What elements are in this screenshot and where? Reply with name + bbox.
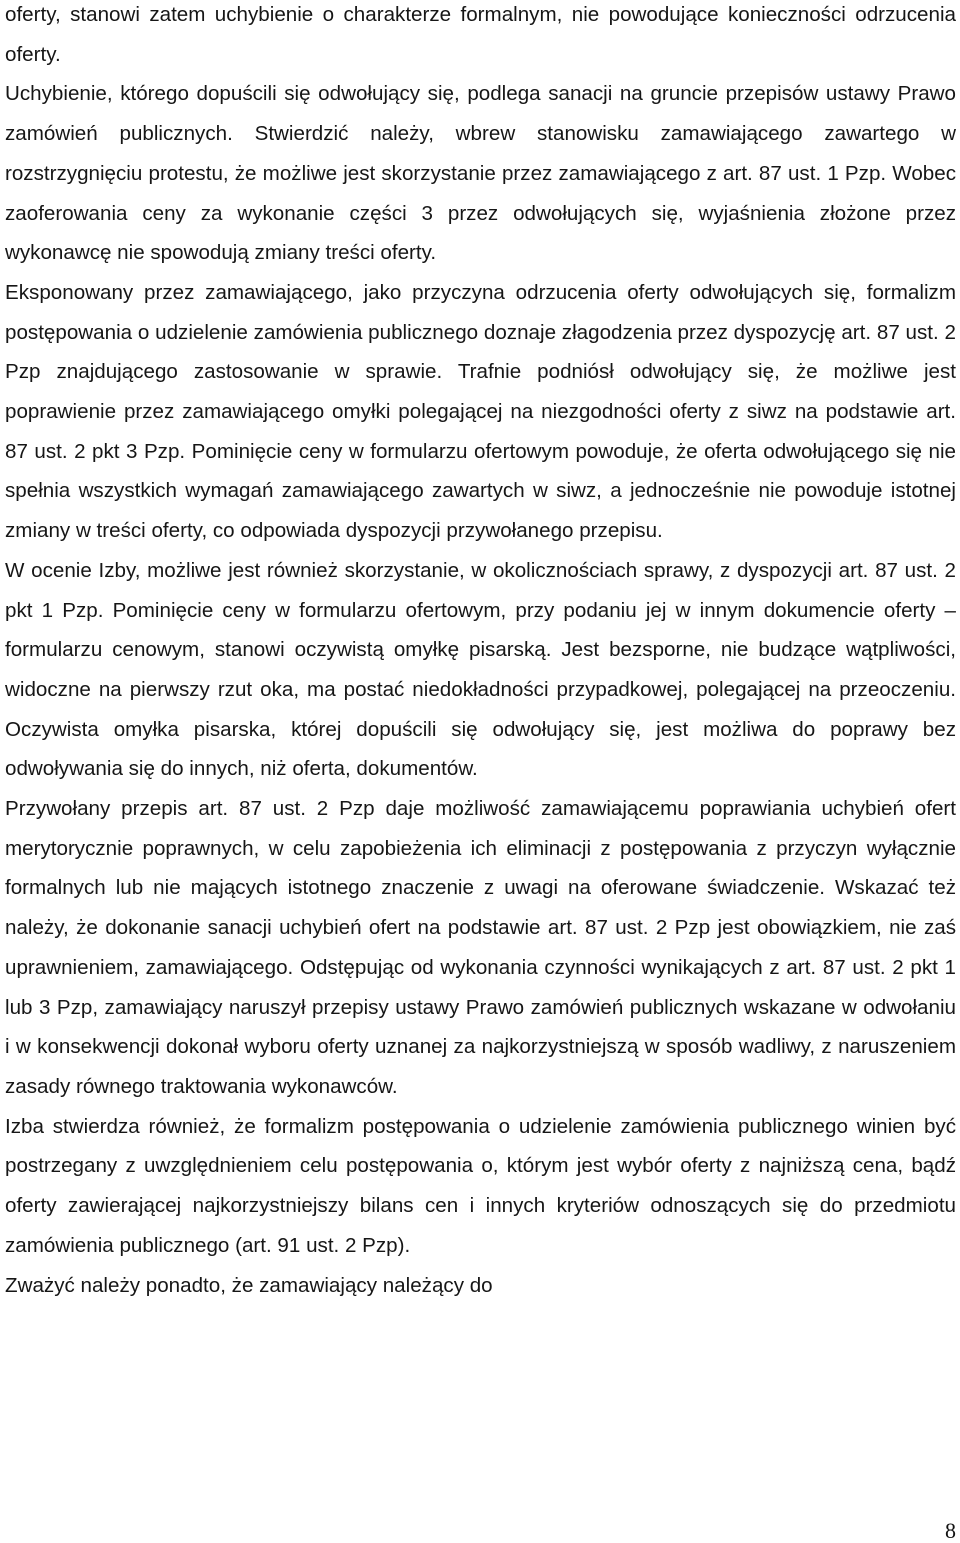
paragraph-2: Uchybienie, którego dopuścili się odwołujący się, podlega sanacji na gruncie przepisów ustawy Prawo zamówień publicznych. Stwierdzić należy, wbrew stanowisku zamawiającego zawartego w rozstrzygnięciu protestu, że możliwe jest skorzystanie przez zamawiającego z art. 87 ust. 1 Pzp. Wobec zaoferowania ceny za wykonanie części 3 przez odwołujących się, wyjaśnienia złożone przez wykonawcę nie spowodują zmiany treści oferty. bbox=[5, 82, 956, 265]
paragraph-4: W ocenie Izby, możliwe jest również skorzystanie, w okolicznościach sprawy, z dyspozycji art. 87 ust. 2 pkt 1 Pzp. Pominięcie ceny w formularzu ofertowym, przy podaniu jej w innym dokumencie oferty – formularzu cenowym, stanowi oczywistą omyłkę pisarską. Jest bezsporne, nie budzące wątpliwości, widoczne na pierwszy rzut oka, ma postać niedokładności przypadkowej, polegającej na przeoczeniu. Oczywista omyłka pisarska, której dopuścili się odwołujący się, jest możliwa do poprawy bez odwoływania się do innych, niż oferta, dokumentów. bbox=[5, 558, 956, 781]
paragraph-6: Izba stwierdza również, że formalizm postępowania o udzielenie zamówienia publicznego winien być postrzegany z uwzględnieniem celu postępowania o, którym jest wybór oferty z najniższą cena, bądź oferty zawierającej najkorzystniejszy bilans cen i innych kryteriów odnoszących się do przedmiotu zamówienia publicznego (art. 91 ust. 2 Pzp). bbox=[5, 1114, 956, 1257]
paragraph-3: Eksponowany przez zamawiającego, jako przyczyna odrzucenia oferty odwołujących się, formalizm postępowania o udzielenie zamówienia publicznego doznaje złagodzenia przez dyspozycję art. 87 ust. 2 Pzp znajdującego zastosowanie w sprawie. Trafnie podniósł odwołujący się, że możliwe jest poprawienie przez zamawiającego omyłki polegającej na niezgodności oferty z siwz na podstawie art. 87 ust. 2 pkt 3 Pzp. Pominięcie ceny w formularzu ofertowym powoduje, że oferta odwołującego się nie spełnia wszystkich wymagań zamawiającego zawartych w siwz, a jednocześnie nie powoduje istotnej zmiany w treści oferty, co odpowiada dyspozycji przywołanego przepisu. bbox=[5, 280, 956, 543]
paragraph-5: Przywołany przepis art. 87 ust. 2 Pzp daje możliwość zamawiającemu poprawiania uchybień ofert merytorycznie poprawnych, w celu zapobieżenia ich eliminacji z postępowania z przyczyn wyłącznie formalnych lub nie mających istotnego znaczenie z uwagi na oferowane świadczenie. Wskazać też należy, że dokonanie sanacji uchybień ofert na podstawie art. 87 ust. 2 Pzp jest obowiązkiem, nie zaś uprawnieniem, zamawiającego. Odstępując od wykonania czynności wynikających z art. 87 ust. 2 pkt 1 lub 3 Pzp, zamawiający naruszył przepisy ustawy Prawo zamówień publicznych wskazane w odwołaniu i w konsekwencji dokonał wyboru oferty uznanej za najkorzystniejszą w sposób wadliwy, z naruszeniem zasady równego traktowania wykonawców. bbox=[5, 797, 956, 1098]
page-number: 8 bbox=[945, 1518, 956, 1543]
paragraph-1: oferty, stanowi zatem uchybienie o charakterze formalnym, nie powodujące konieczności odrzucenia oferty. bbox=[5, 3, 956, 66]
paragraph-7: Zważyć należy ponadto, że zamawiający należący do bbox=[5, 1273, 493, 1297]
